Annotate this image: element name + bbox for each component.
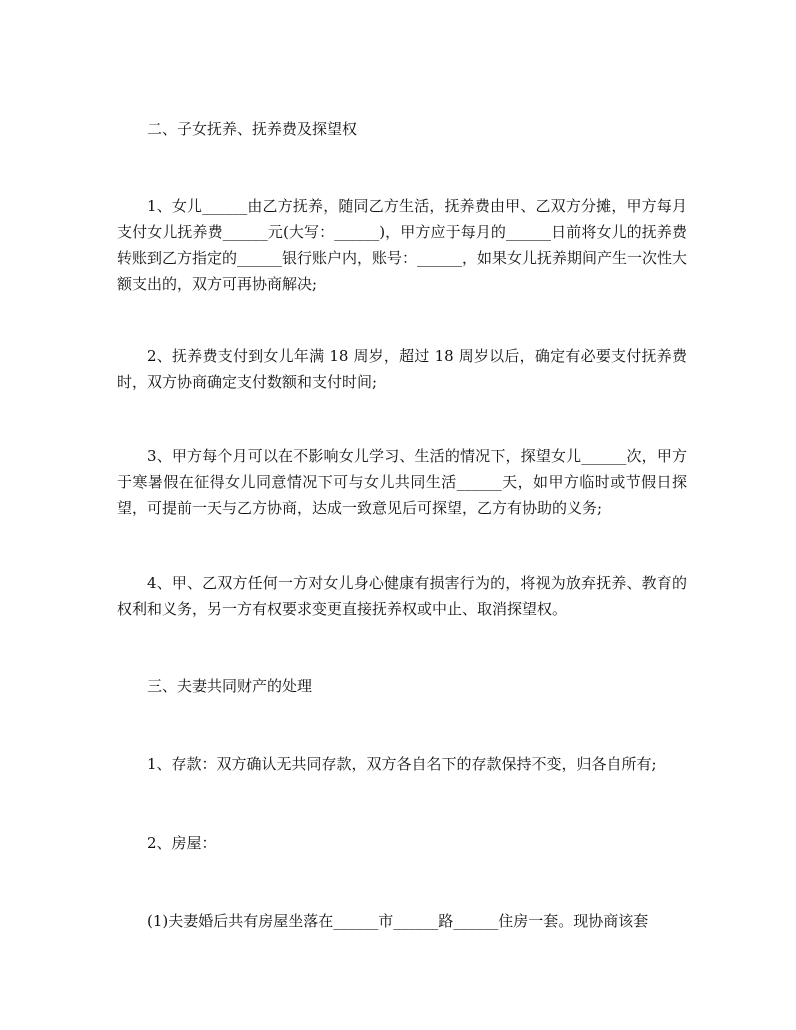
section-heading-child-custody: 二、子女抚养、抚养费及探望权 [147,120,358,138]
paragraph-housing-heading: 2、房屋： [147,834,217,852]
paragraph-harm-clause: 4、甲、乙双方任何一方对女儿身心健康有损害行为的，将视为放弃抚养、教育的权利和义务，另一方有权要求变更直接抚养权或中止、取消探望权。 [117,574,687,618]
section-heading-joint-property: 三、夫妻共同财产的处理 [147,677,313,695]
paragraph-custody-and-support: 1、女儿______由乙方抚养，随同乙方生活，抚养费由甲、乙双方分摊，甲方每月支付女儿抚养费______元(大写：______)，甲方应于每月的______日前将女儿的抚养费转账到乙方指定的______银行账户内，账号：______，如果女儿抚养期间产生一次性大额支出的，双方可再协商解决; [117,197,688,293]
paragraph-support-duration: 2、抚养费支付到女儿年满 18 周岁，超过 18 周岁以后，确定有必要支付抚养费时，双方协商确定支付数额和支付时间; [117,347,687,391]
paragraph-visitation-rights: 3、甲方每个月可以在不影响女儿学习、生活的情况下，探望女儿______次，甲方于寒暑假在征得女儿同意情况下可与女儿共同生活______天，如甲方临时或节假日探望，可提前一天与乙方协商，达成一致意见后可探望，乙方有协助的义务; [117,447,687,517]
paragraph-housing-detail: (1)夫妻婚后共有房屋坐落在______市______路______住房一套。现协商该套 [147,912,649,930]
paragraph-deposits: 1、存款：双方确认无共同存款，双方各自名下的存款保持不变，归各自所有; [147,755,657,773]
